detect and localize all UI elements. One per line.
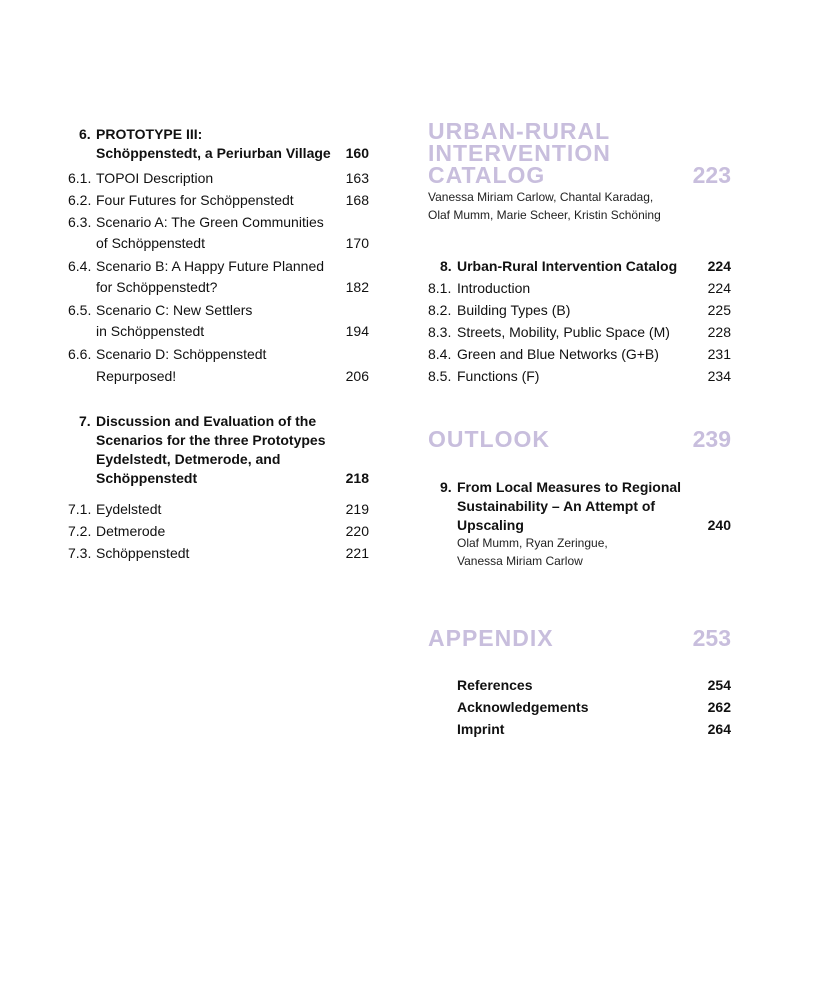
chapter-8-title[interactable]: Urban-Rural Intervention Catalog [457, 258, 678, 274]
item-label[interactable]: Scenario A: The Green Communities [96, 214, 324, 230]
section-outlook-page: 239 [692, 426, 731, 452]
chapter-7-title-line3[interactable]: Eydelstedt, Detmerode, and [96, 451, 281, 467]
item-label[interactable]: Functions (F) [457, 368, 540, 384]
item-number: 8.4. [428, 346, 452, 362]
item-number: 8.3. [428, 324, 452, 340]
item-page: 182 [345, 279, 369, 295]
section-heading-catalog-line2[interactable]: INTERVENTION [428, 140, 611, 166]
item-label[interactable]: Eydelstedt [96, 501, 162, 517]
item-number: 6.1. [68, 170, 92, 186]
chapter-7-title-line4[interactable]: Schöppenstedt [96, 470, 198, 486]
section-heading-outlook[interactable]: OUTLOOK [428, 426, 550, 452]
item-label[interactable]: Green and Blue Networks (G+B) [457, 346, 659, 362]
item-number: 6.6. [68, 346, 92, 362]
appendix-item-page: 254 [707, 677, 731, 693]
item-number: 7.1. [68, 501, 92, 517]
chapter-7-page: 218 [345, 470, 369, 486]
item-label-line2[interactable]: Repurposed! [96, 368, 177, 384]
chapter-6-page: 160 [345, 145, 369, 161]
chapter-8-page: 224 [707, 258, 731, 274]
chapter-9-title-line3[interactable]: Upscaling [457, 517, 524, 533]
item-label-line2[interactable]: for Schöppenstedt? [96, 279, 218, 295]
item-page: 221 [345, 545, 369, 561]
chapter-9-number: 9. [440, 479, 452, 495]
chapter-6-number: 6. [79, 126, 91, 142]
item-number: 6.2. [68, 192, 92, 208]
appendix-item-label[interactable]: References [457, 677, 533, 693]
item-number: 6.5. [68, 302, 92, 318]
item-label[interactable]: Scenario C: New Settlers [96, 302, 253, 318]
item-number: 8.2. [428, 302, 452, 318]
item-page: 228 [707, 324, 731, 340]
item-page: 224 [707, 280, 731, 296]
item-number: 6.4. [68, 258, 92, 274]
item-page: 206 [345, 368, 369, 384]
item-number: 8.5. [428, 368, 452, 384]
chapter-6-title-line1[interactable]: PROTOTYPE III: [96, 126, 203, 142]
section-heading-catalog-line1[interactable]: URBAN-RURAL [428, 118, 611, 144]
appendix-item-page: 262 [707, 699, 731, 715]
section-catalog-page: 223 [692, 162, 731, 188]
item-number: 8.1. [428, 280, 452, 296]
item-label[interactable]: Introduction [457, 280, 531, 296]
item-label[interactable]: Scenario D: Schöppenstedt [96, 346, 267, 362]
chapter-9-title-line2[interactable]: Sustainability – An Attempt of [457, 498, 656, 514]
item-page: 168 [345, 192, 369, 208]
chapter-7-title-line2[interactable]: Scenarios for the three Prototypes [96, 432, 326, 448]
chapter-9-authors-line1: Olaf Mumm, Ryan Zeringue, [457, 536, 608, 550]
item-number: 6.3. [68, 214, 92, 230]
item-label[interactable]: Streets, Mobility, Public Space (M) [457, 324, 670, 340]
item-number: 7.3. [68, 545, 92, 561]
item-page: 225 [707, 302, 731, 318]
item-label[interactable]: Four Futures for Schöppenstedt [96, 192, 294, 208]
item-label[interactable]: Detmerode [96, 523, 166, 539]
item-label[interactable]: Scenario B: A Happy Future Planned [96, 258, 325, 274]
appendix-item-page: 264 [707, 721, 731, 737]
item-page: 220 [345, 523, 369, 539]
catalog-authors-line2: Olaf Mumm, Marie Scheer, Kristin Schöning [428, 208, 661, 222]
item-page: 231 [707, 346, 731, 362]
item-page: 163 [345, 170, 369, 186]
item-label-line2[interactable]: of Schöppenstedt [96, 235, 205, 251]
catalog-authors-line1: Vanessa Miriam Carlow, Chantal Karadag, [428, 190, 654, 204]
chapter-8-number: 8. [440, 258, 452, 274]
item-label[interactable]: Schöppenstedt [96, 545, 190, 561]
item-label[interactable]: Building Types (B) [457, 302, 571, 318]
item-label[interactable]: TOPOI Description [96, 170, 214, 186]
chapter-7-number: 7. [79, 413, 91, 429]
chapter-9-authors-line2: Vanessa Miriam Carlow [457, 554, 583, 568]
item-page: 194 [345, 323, 369, 339]
item-page: 234 [707, 368, 731, 384]
chapter-9-title-line1[interactable]: From Local Measures to Regional [457, 479, 682, 495]
section-heading-appendix[interactable]: APPENDIX [428, 625, 554, 651]
chapter-7-title-line1[interactable]: Discussion and Evaluation of the [96, 413, 317, 429]
appendix-item-label[interactable]: Imprint [457, 721, 505, 737]
section-appendix-page: 253 [692, 625, 731, 651]
section-heading-catalog-line3[interactable]: CATALOG [428, 162, 546, 188]
item-page: 219 [345, 501, 369, 517]
item-label-line2[interactable]: in Schöppenstedt [96, 323, 205, 339]
chapter-6-title-line2[interactable]: Schöppenstedt, a Periurban Village [96, 145, 331, 161]
appendix-item-label[interactable]: Acknowledgements [457, 699, 589, 715]
chapter-9-page: 240 [707, 517, 731, 533]
item-page: 170 [345, 235, 369, 251]
item-number: 7.2. [68, 523, 92, 539]
